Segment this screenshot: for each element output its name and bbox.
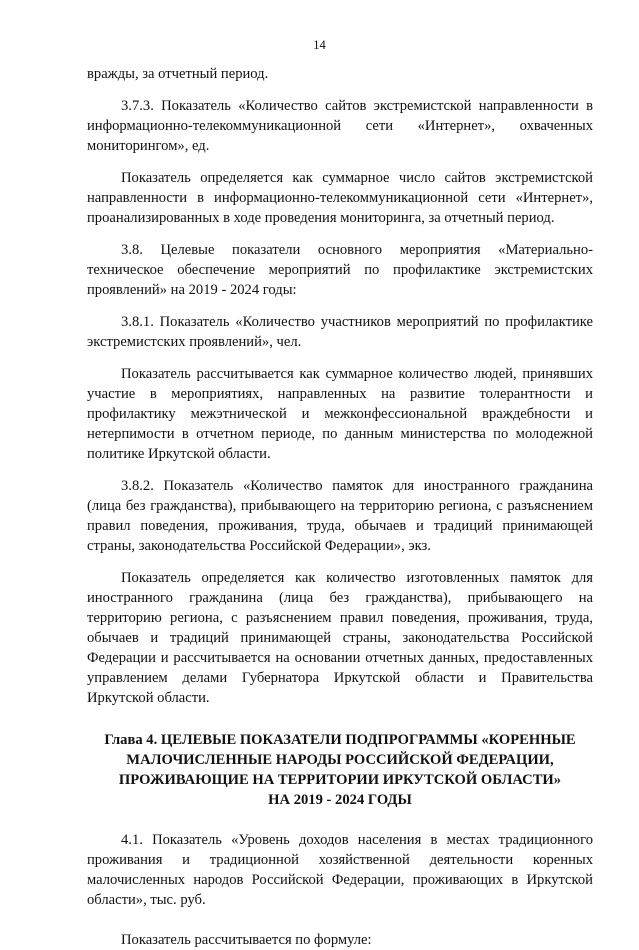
heading-line: НА 2019 - 2024 ГОДЫ — [268, 792, 412, 808]
paragraph-continuation: вражды, за отчетный период. — [87, 66, 269, 82]
paragraph-definition-memos: Показатель определяется как количество изготовленных памяток для иностранного гражданина (лица без гражданства), прибывающего на территорию региона, с разъяснением правил поведения, проживания, труда, обычаев и традиций принимающей страны, законодательства Российской Федерации и рассчитывается на основании отчетных данных, предоставленных управлением делами Губернатора Иркутской области и Правительства Иркутской области. — [87, 570, 593, 706]
paragraph-formula-intro: Показатель рассчитывается по формуле: — [121, 932, 372, 948]
chapter-heading — [87, 730, 593, 810]
paragraph-indicator-4-1: 4.1. Показатель «Уровень доходов населения в местах традиционного проживания и традиционной хозяйственной деятельности коренных малочисленных народов Российской Федерации, проживающих в Иркутской области», тыс. руб. — [87, 832, 593, 908]
heading-line: ПРОЖИВАЮЩИЕ НА ТЕРРИТОРИИ ИРКУТСКОЙ ОБЛАСТИ» — [118, 772, 562, 788]
paragraph-indicator-3-7-3: 3.7.3. Показатель «Количество сайтов экстремистской направленности в информационно-телекоммуникационной сети «Интернет», охваченных мониторингом», ед. — [87, 98, 593, 154]
page-number: 14 — [313, 38, 326, 52]
paragraph-definition-sites: Показатель определяется как суммарное число сайтов экстремистской направленности в информационно-телекоммуникационной сети «Интернет», проанализированных в ходе проведения мониторинга, за отчетный период. — [87, 170, 593, 226]
heading-line: Глава 4. ЦЕЛЕВЫЕ ПОКАЗАТЕЛИ ПОДПРОГРАММЫ «КОРЕННЫЕ — [104, 732, 576, 748]
heading-line: МАЛОЧИСЛЕННЫЕ НАРОДЫ РОССИЙСКОЙ ФЕДЕРАЦИИ, — [126, 752, 554, 768]
paragraph-indicator-3-8-2: 3.8.2. Показатель «Количество памяток для иностранного гражданина (лица без гражданства), прибывающего на территорию региона, с разъяснением правил поведения, проживания, труда, обычаев и традиций принимающей страны, законодательства Российской Федерации», экз. — [87, 478, 593, 554]
paragraph-indicator-3-8-1: 3.8.1. Показатель «Количество участников мероприятий по профилактике экстремистских проявлений», чел. — [87, 314, 593, 350]
document-body — [87, 64, 593, 950]
paragraph-section-3-8: 3.8. Целевые показатели основного мероприятия «Материально-техническое обеспечение мероприятий по профилактике экстремистских проявлений» на 2019 - 2024 годы: — [87, 242, 593, 298]
paragraph-definition-participants: Показатель рассчитывается как суммарное количество людей, принявших участие в мероприятиях, направленных на развитие толерантности и профилактику межэтнической и межконфессиональной враждебности и нетерпимости в отчетном периоде, по данным министерства по молодежной политике Иркутской области. — [87, 366, 593, 462]
